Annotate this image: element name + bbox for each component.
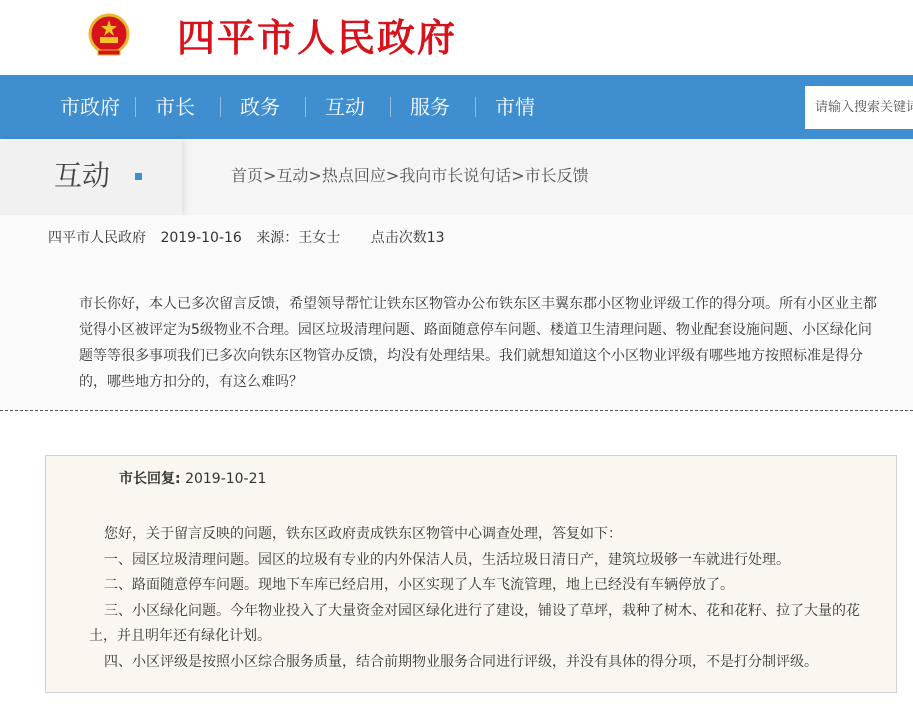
search-input[interactable] bbox=[805, 86, 913, 129]
mayor-reply-box bbox=[45, 455, 897, 693]
nav-item-government-affairs[interactable]: 政务 bbox=[240, 95, 280, 119]
reply-paragraph: 四、小区评级是按照小区综合服务质量，结合前期物业服务合同进行评级，并没有具体的得分项，不是打分制评级。 bbox=[104, 653, 818, 670]
main-nav bbox=[0, 75, 913, 139]
nav-item-services[interactable]: 服务 bbox=[410, 95, 450, 119]
nav-item-interaction[interactable]: 互动 bbox=[325, 95, 365, 119]
reply-body bbox=[89, 522, 879, 675]
nav-item-mayor[interactable]: 市长 bbox=[155, 95, 195, 119]
nav-separator bbox=[390, 97, 391, 117]
reply-paragraph: 二、路面随意停车问题。现地下车库已经启用，小区实现了人车飞流管理，地上已经没有车辆停放了。 bbox=[104, 577, 734, 593]
site-title[interactable]: 四平市人民政府 bbox=[177, 16, 458, 60]
nav-separator bbox=[305, 97, 306, 117]
reply-paragraph: 一、园区垃圾清理问题。园区的垃圾有专业的内外保洁人员，生活垃圾日清日产，建筑垃圾够一车就进行处理。 bbox=[104, 551, 790, 568]
reply-label: 市长回复: bbox=[119, 471, 181, 487]
section-bar bbox=[0, 139, 913, 216]
reply-date: 2019-10-21 bbox=[185, 471, 267, 487]
section-title: 互动 bbox=[54, 159, 111, 192]
click-count: 点击次数13 bbox=[370, 230, 445, 246]
national-emblem-icon bbox=[85, 12, 133, 60]
nav-item-city-government[interactable]: 市政府 bbox=[60, 95, 120, 119]
nav-separator bbox=[220, 97, 221, 117]
nav-separator bbox=[475, 97, 476, 117]
dashed-divider bbox=[0, 410, 913, 411]
nav-item-city-info[interactable]: 市情 bbox=[495, 95, 535, 119]
citizen-letter: 市长你好，本人已多次留言反馈，希望领导帮忙让铁东区物管办公布铁东区丰翼东郡小区物业评级工作的得分项。所有小区业主都觉得小区被评定为5级物业不合理。园区垃圾清理问题、路面随意停车问题、楼道卫生清理问题、物业配套设施问题、小区绿化问题等等很多事项我们已多次向铁东区物管办反馈，均没有处理结果。我们就想知道这个小区物业评级有哪些地方按照标准是得分的，哪些地方扣分的，有这么难吗？ bbox=[79, 296, 877, 390]
square-bullet-icon bbox=[135, 173, 142, 180]
reply-paragraph: 三、小区绿化问题。今年物业投入了大量资金对园区绿化进行了建设，铺设了草坪，栽种了树木、花和花籽、拉了大量的花土，并且明年还有绿化计划。 bbox=[89, 602, 860, 644]
reply-header bbox=[119, 468, 266, 490]
article-meta bbox=[48, 227, 455, 249]
section-heading-box bbox=[0, 139, 182, 215]
reply-paragraph: 您好，关于留言反映的问题，铁东区政府责成铁东区物管中心调查处理，答复如下： bbox=[104, 526, 622, 542]
author: 来源：王女士 bbox=[256, 230, 341, 246]
site-header bbox=[0, 0, 913, 75]
nav-separator bbox=[135, 97, 136, 117]
breadcrumb[interactable]: 首页>互动>热点回应>我向市长说句话>市长反馈 bbox=[231, 166, 589, 185]
source-org: 四平市人民政府 bbox=[48, 230, 146, 246]
publish-date: 2019-10-16 bbox=[160, 230, 242, 246]
